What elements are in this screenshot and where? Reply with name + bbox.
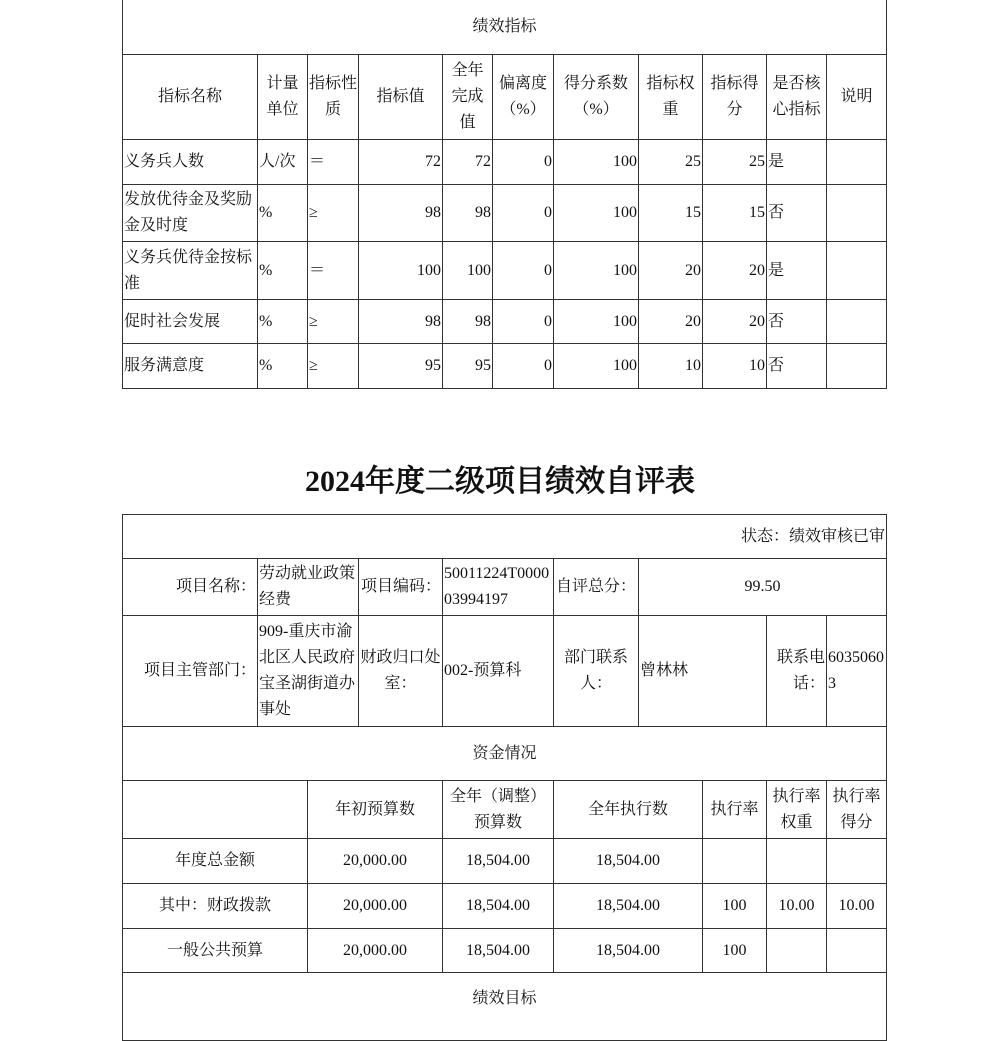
cell-text: 18,504.00: [466, 852, 530, 869]
column-header: [826, 780, 887, 839]
finance-office: [442, 615, 554, 727]
cell-text: 0: [544, 153, 552, 170]
cell-text: 10.00: [838, 897, 875, 914]
cell-text: 0: [544, 204, 552, 221]
column-header: [122, 54, 258, 140]
department: [257, 615, 359, 727]
section-header-goals: [122, 972, 887, 1041]
indicator-row-cell: [307, 343, 359, 389]
cell-text: 18,504.00: [596, 852, 660, 869]
cell-text: 指标得分: [710, 75, 759, 118]
indicator-row-cell: [122, 299, 258, 344]
indicator-row-cell: [442, 343, 493, 389]
funding-row-cell: [307, 883, 443, 929]
cell-text: 0: [544, 312, 552, 330]
cell-text: 98: [425, 204, 441, 221]
cell-text: ≥: [309, 204, 318, 221]
funding-row-cell: [766, 838, 827, 884]
indicator-row-cell: [766, 184, 827, 242]
cell-text: 一般公共预算: [166, 941, 263, 959]
indicator-row-cell: [492, 139, 554, 185]
cell-text: 50011224T000003994197: [444, 565, 550, 608]
column-header: [638, 54, 703, 140]
indicator-row-cell: [826, 184, 887, 242]
column-header: [766, 54, 827, 140]
phone: [826, 615, 887, 727]
cell-text: 100: [417, 261, 441, 279]
cell-text: 全年（调整）预算数: [449, 787, 546, 831]
cell-text: 自评总分：: [555, 578, 636, 595]
cell-text: 义务兵优待金按标准: [124, 248, 253, 292]
cell-text: %: [259, 357, 273, 374]
cell-text: ≥: [309, 357, 318, 374]
indicator-row-cell: [638, 139, 703, 185]
cell-text: 是: [768, 261, 785, 279]
cell-text: 说明: [840, 88, 873, 105]
section-header-indicators: [122, 0, 887, 55]
cell-text: 10.00: [778, 897, 815, 914]
indicator-row-cell: [553, 241, 639, 300]
cell-text: 18,504.00: [466, 941, 530, 959]
cell-text: %: [259, 312, 273, 330]
funding-row-cell: [553, 838, 703, 884]
indicator-row-cell: [702, 139, 767, 185]
funding-row-cell: [122, 928, 308, 973]
indicator-row-cell: [122, 139, 258, 185]
indicator-row-cell: [257, 241, 308, 300]
cell-text: 其中：财政拨款: [158, 897, 271, 914]
cell-text: 0: [544, 261, 552, 279]
column-header: [766, 780, 827, 839]
indicator-row-cell: [553, 184, 639, 242]
cell-text: 20,000.00: [343, 852, 407, 869]
indicator-row-cell: [826, 139, 887, 185]
cell-text: 909-重庆市渝北区人民政府宝圣湖街道办事处: [259, 623, 356, 718]
column-header: [553, 54, 639, 140]
indicator-row-cell: [826, 343, 887, 389]
indicator-row-cell: [307, 184, 359, 242]
cell-text: 部门联系人：: [563, 649, 628, 692]
indicator-row-cell: [122, 184, 258, 242]
column-header: [442, 54, 493, 140]
cell-text: 100: [613, 357, 637, 374]
cell-text: 20: [685, 312, 701, 330]
indicator-row-cell: [766, 241, 827, 300]
funding-row-cell: [442, 928, 554, 973]
indicator-row-cell: [257, 184, 308, 242]
label: [122, 615, 258, 727]
indicator-row-cell: [358, 299, 443, 344]
cell-text: ＝: [309, 261, 326, 279]
indicator-row-cell: [553, 139, 639, 185]
cell-text: 18,504.00: [596, 897, 660, 914]
cell-text: 25: [685, 153, 701, 170]
indicator-row-cell: [307, 139, 359, 185]
indicator-row-cell: [766, 343, 827, 389]
label: [553, 615, 639, 727]
column-header: [702, 780, 767, 839]
cell-text: 曾林林: [640, 662, 689, 679]
cell-text: 100: [613, 312, 637, 330]
indicator-row-cell: [826, 241, 887, 300]
cell-text: 10: [685, 357, 701, 374]
indicator-row-cell: [442, 241, 493, 300]
indicator-row-cell: [307, 299, 359, 344]
cell-text: 99.50: [744, 578, 781, 595]
indicator-row-cell: [638, 299, 703, 344]
funding-row-cell: [442, 838, 554, 884]
section-header-funding: [122, 726, 887, 781]
column-header: [307, 54, 359, 140]
indicator-row-cell: [358, 184, 443, 242]
column-header: [307, 780, 443, 839]
self-score: [638, 558, 887, 616]
cell-text: 100: [613, 204, 637, 221]
funding-row-cell: [442, 883, 554, 929]
cell-text: 执行率: [710, 800, 759, 818]
indicator-row-cell: [553, 299, 639, 344]
cell-text: 25: [749, 153, 765, 170]
cell-text: 资金情况: [472, 744, 537, 762]
cell-text: 否: [768, 204, 785, 221]
cell-text: 服务满意度: [124, 357, 205, 374]
project-name: [257, 558, 359, 616]
cell-text: 义务兵人数: [124, 153, 205, 170]
cell-text: 指标值: [376, 88, 425, 105]
indicator-row-cell: [492, 184, 554, 242]
cell-text: ≥: [309, 312, 318, 330]
cell-text: 20: [749, 312, 765, 330]
cell-text: 项目名称：: [175, 578, 256, 595]
label: [122, 558, 258, 616]
contact-person: [638, 615, 767, 727]
indicator-row-cell: [638, 241, 703, 300]
column-header: [553, 780, 703, 839]
cell-text: 72: [475, 153, 491, 170]
cell-text: 计量单位: [266, 75, 299, 118]
indicator-row-cell: [702, 184, 767, 242]
indicator-row-cell: [307, 241, 359, 300]
column-header: [492, 54, 554, 140]
funding-row-cell: [826, 838, 887, 884]
funding-row-cell: [702, 928, 767, 973]
indicator-row-cell: [702, 299, 767, 344]
cell-text: 18,504.00: [596, 941, 660, 959]
cell-text: 10: [749, 357, 765, 374]
indicator-row-cell: [766, 139, 827, 185]
cell-text: 否: [768, 312, 785, 330]
indicator-row-cell: [492, 343, 554, 389]
indicator-row-cell: [766, 299, 827, 344]
cell-text: 全年执行数: [587, 800, 668, 818]
indicator-row-cell: [122, 241, 258, 300]
funding-row-cell: [553, 928, 703, 973]
label: [358, 558, 443, 616]
cell-text: 年初预算数: [334, 800, 415, 818]
cell-text: 状态：绩效审核已审: [740, 527, 885, 545]
funding-row-cell: [122, 883, 308, 929]
indicator-row-cell: [442, 139, 493, 185]
cell-text: 是否核心指标: [772, 75, 821, 118]
cell-text: 20,000.00: [343, 941, 407, 959]
cell-text: 劳动就业政策经费: [259, 565, 356, 608]
cell-text: ＝: [309, 153, 326, 170]
cell-text: 否: [768, 357, 785, 374]
funding-row-cell: [122, 838, 308, 884]
cell-text: %: [259, 261, 273, 279]
cell-text: 执行率权重: [772, 787, 821, 831]
cell-text: 15: [685, 204, 701, 221]
funding-row-cell: [702, 883, 767, 929]
funding-row-cell: [553, 883, 703, 929]
indicator-row-cell: [122, 343, 258, 389]
cell-text: 偏离度（%）: [498, 75, 547, 118]
cell-text: 98: [425, 312, 441, 330]
funding-row-cell: [702, 838, 767, 884]
cell-text: 15: [749, 204, 765, 221]
indicator-row-cell: [826, 299, 887, 344]
indicator-row-cell: [492, 299, 554, 344]
cell-text: 全年完成值: [451, 62, 484, 131]
cell-text: 联系电话：: [776, 649, 825, 692]
cell-text: 20,000.00: [343, 897, 407, 914]
cell-text: 100: [613, 261, 637, 279]
cell-text: %: [259, 204, 273, 221]
cell-text: 60350603: [828, 649, 884, 692]
cell-text: 项目编码：: [360, 578, 441, 595]
cell-text: 100: [467, 261, 491, 279]
cell-text: 是: [768, 153, 785, 170]
cell-text: 72: [425, 153, 441, 170]
indicator-row-cell: [257, 343, 308, 389]
page-title: 2024年度二级项目绩效自评表: [305, 465, 695, 498]
column-header: [358, 54, 443, 140]
indicator-row-cell: [702, 241, 767, 300]
cell-text: 指标权重: [646, 75, 695, 118]
indicator-row-cell: [638, 343, 703, 389]
cell-text: 100: [613, 153, 637, 170]
indicator-row-cell: [638, 184, 703, 242]
cell-text: 年度总金额: [174, 852, 255, 869]
funding-row-cell: [766, 928, 827, 973]
column-header: [826, 54, 887, 140]
funding-row-cell: [307, 928, 443, 973]
project-code: [442, 558, 554, 616]
label: [766, 615, 827, 727]
indicator-row-cell: [442, 299, 493, 344]
cell-text: 指标性质: [309, 75, 358, 118]
cell-text: 20: [749, 261, 765, 279]
label: [553, 558, 639, 616]
indicator-row-cell: [702, 343, 767, 389]
indicator-row-cell: [492, 241, 554, 300]
cell-text: 项目主管部门：: [143, 662, 256, 679]
column-header: [122, 780, 308, 839]
cell-text: 人/次: [259, 153, 296, 170]
indicator-row-cell: [257, 299, 308, 344]
funding-row-cell: [826, 883, 887, 929]
indicator-row-cell: [358, 343, 443, 389]
indicator-row-cell: [358, 241, 443, 300]
funding-row-cell: [766, 883, 827, 929]
cell-text: 100: [722, 941, 747, 959]
cell-text: 发放优待金及奖励金及时度: [124, 191, 253, 234]
status-row: [122, 514, 887, 559]
cell-text: 财政归口处室：: [360, 649, 441, 692]
cell-text: 执行率得分: [832, 787, 881, 831]
column-header: [442, 780, 554, 839]
cell-text: 18,504.00: [466, 897, 530, 914]
cell-text: 促时社会发展: [124, 312, 221, 330]
indicator-row-cell: [257, 139, 308, 185]
cell-text: 100: [722, 897, 747, 914]
cell-text: 95: [475, 357, 491, 374]
cell-text: 95: [425, 357, 441, 374]
cell-text: 98: [475, 204, 491, 221]
cell-text: 绩效指标: [472, 18, 537, 35]
cell-text: 绩效目标: [472, 990, 537, 1007]
indicator-row-cell: [553, 343, 639, 389]
cell-text: 20: [685, 261, 701, 279]
column-header: [702, 54, 767, 140]
cell-text: 98: [475, 312, 491, 330]
cell-text: 指标名称: [157, 88, 222, 105]
funding-row-cell: [826, 928, 887, 973]
column-header: [257, 54, 308, 140]
cell-text: 得分系数（%）: [563, 75, 628, 118]
cell-text: 0: [544, 357, 552, 374]
indicator-row-cell: [442, 184, 493, 242]
label: [358, 615, 443, 727]
funding-row-cell: [307, 838, 443, 884]
indicator-row-cell: [358, 139, 443, 185]
cell-text: 002-预算科: [444, 662, 522, 679]
